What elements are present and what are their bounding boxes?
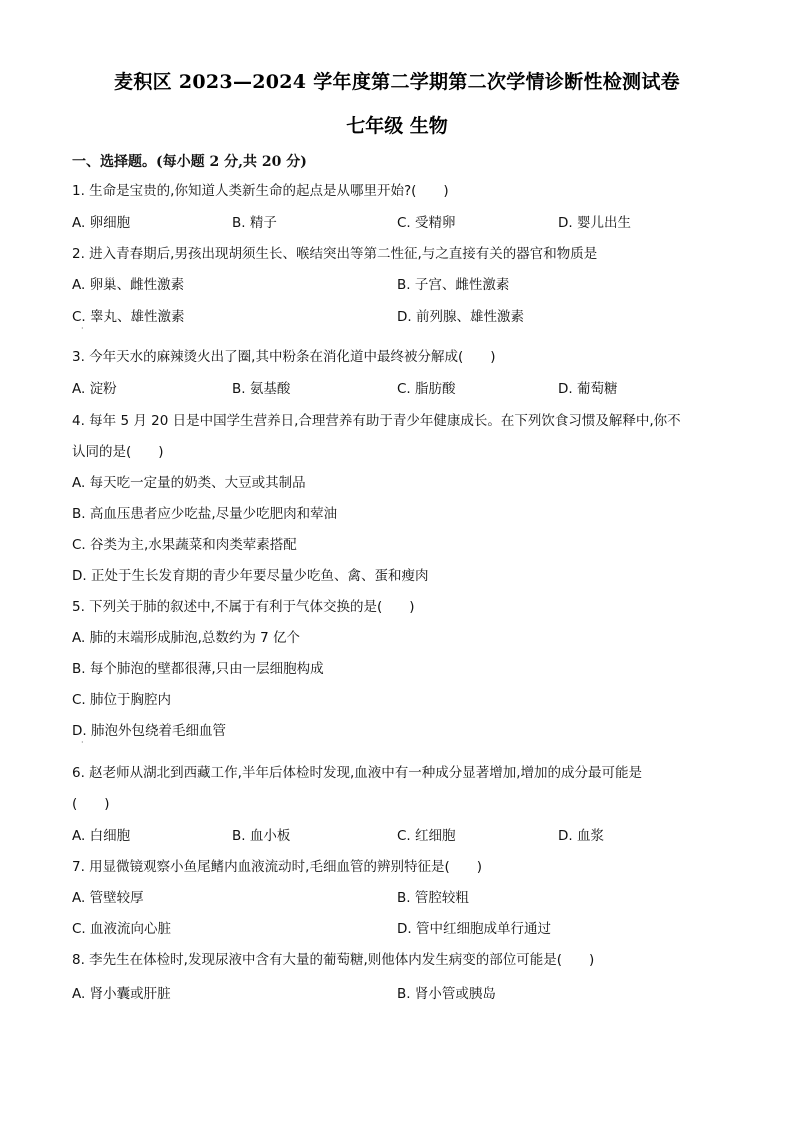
- question-5-stem: 5. 下列关于肺的叙述中,不属于有利于气体交换的是( ): [72, 599, 415, 615]
- question-3-stem: 3. 今年天水的麻辣烫火出了圈,其中粉条在消化道中最终被分解成( ): [72, 349, 496, 365]
- question-7-stem: 7. 用显微镜观察小鱼尾鳍内血液流动时,毛细血管的辨别特征是( ): [72, 859, 482, 875]
- question-5-option-a: A. 肺的末端形成肺泡,总数约为 7 亿个: [72, 630, 301, 646]
- question-8-stem: 8. 李先生在体检时,发现尿液中含有大量的葡萄糖,则他体内发生病变的部位可能是( ): [72, 952, 595, 968]
- question-5-option-b: B. 每个肺泡的壁都很薄,只由一层细胞构成: [72, 661, 324, 677]
- scan-artifact-dot: ·: [81, 738, 84, 747]
- section-heading-choice: 一、选择题。(每小题 2 分,共 20 分): [72, 154, 307, 170]
- question-6-stem-line-2: ( ): [72, 796, 110, 812]
- question-1-option-d: D. 婴儿出生: [558, 215, 631, 231]
- question-3-option-a: A. 淀粉: [72, 381, 117, 397]
- subject-title: 七年级 生物: [346, 115, 448, 137]
- question-1-option-c: C. 受精卵: [397, 215, 456, 231]
- question-2-option-c: C. 睾丸、雄性激素: [72, 309, 185, 325]
- question-3-option-d: D. 葡萄糖: [558, 381, 618, 397]
- question-4-stem-line-1: 4. 每年 5 月 20 日是中国学生营养日,合理营养有助于青少年健康成长。在下列饮食习惯及解释中,你不: [72, 413, 681, 429]
- question-4-stem-line-2: 认同的是( ): [72, 444, 164, 460]
- question-4-option-d: D. 正处于生长发育期的青少年要尽量少吃鱼、禽、蛋和瘦肉: [72, 568, 429, 584]
- question-8-option-a: A. 肾小囊或肝脏: [72, 986, 171, 1002]
- question-1-stem: 1. 生命是宝贵的,你知道人类新生命的起点是从哪里开始?( ): [72, 183, 449, 199]
- question-2-stem: 2. 进入青春期后,男孩出现胡须生长、喉结突出等第二性征,与之直接有关的器官和物质是: [72, 246, 598, 262]
- question-1-option-b: B. 精子: [232, 215, 277, 231]
- question-6-stem-line-1: 6. 赵老师从湖北到西藏工作,半年后体检时发现,血液中有一种成分显著增加,增加的成分最可能是: [72, 765, 643, 781]
- question-4-option-a: A. 每天吃一定量的奶类、大豆或其制品: [72, 475, 306, 491]
- question-2-option-d: D. 前列腺、雄性激素: [397, 309, 524, 325]
- question-6-option-b: B. 血小板: [232, 828, 291, 844]
- question-6-option-c: C. 红细胞: [397, 828, 456, 844]
- question-4-option-c: C. 谷类为主,水果蔬菜和肉类荤素搭配: [72, 537, 297, 553]
- exam-title: 麦积区 2023—2024 学年度第二学期第二次学情诊断性检测试卷: [114, 71, 680, 93]
- question-7-option-d: D. 管中红细胞成单行通过: [397, 921, 551, 937]
- scan-artifact-dot: ·: [81, 324, 84, 333]
- question-4-option-b: B. 高血压患者应少吃盐,尽量少吃肥肉和荤油: [72, 506, 338, 522]
- question-5-option-d: D. 肺泡外包绕着毛细血管: [72, 723, 226, 739]
- question-6-option-a: A. 白细胞: [72, 828, 131, 844]
- question-1-option-a: A. 卵细胞: [72, 215, 131, 231]
- question-8-option-b: B. 肾小管或胰岛: [397, 986, 496, 1002]
- question-7-option-b: B. 管腔较粗: [397, 890, 469, 906]
- question-6-option-d: D. 血浆: [558, 828, 604, 844]
- question-3-option-c: C. 脂肪酸: [397, 381, 456, 397]
- question-7-option-a: A. 管壁较厚: [72, 890, 144, 906]
- question-3-option-b: B. 氨基酸: [232, 381, 291, 397]
- question-2-option-a: A. 卵巢、雌性激素: [72, 277, 185, 293]
- question-2-option-b: B. 子宫、雌性激素: [397, 277, 510, 293]
- question-5-option-c: C. 肺位于胸腔内: [72, 692, 172, 708]
- question-7-option-c: C. 血液流向心脏: [72, 921, 172, 937]
